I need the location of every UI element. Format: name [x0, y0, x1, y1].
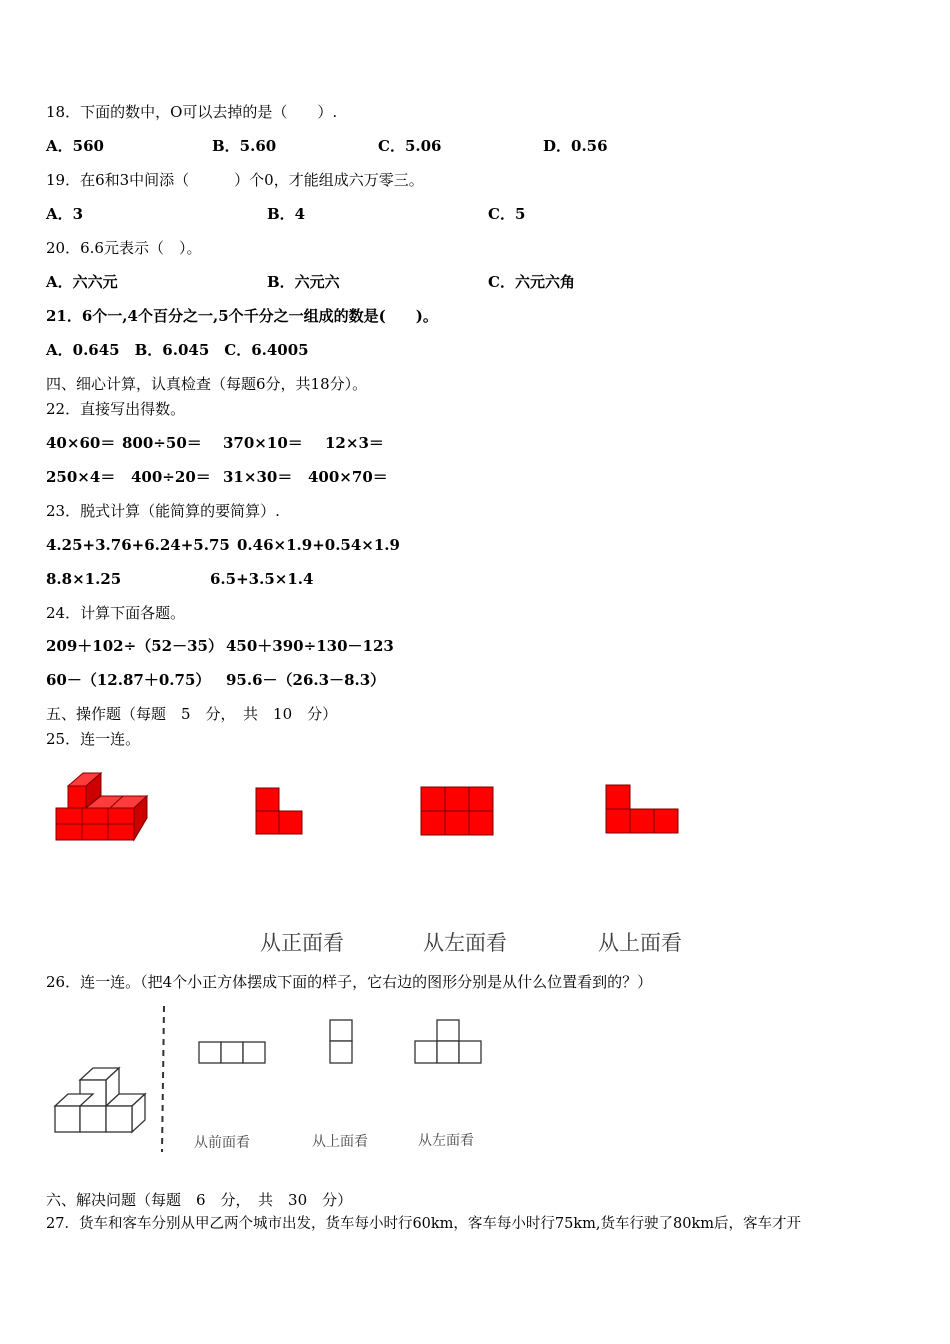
q26-view-t-shape — [412, 1018, 484, 1066]
q25-l-shape-small — [255, 787, 305, 837]
q19-option-a: A．3 — [46, 205, 84, 223]
q22-item: 370×10＝ — [223, 434, 303, 452]
q26-caption-top: 从上面看 — [312, 1134, 368, 1150]
q24-item: 60－（12.87＋0.75） — [46, 671, 211, 689]
q22-item: 400÷20＝ — [131, 468, 211, 486]
section4-title: 四、细心计算，认真检查（每题6分，共18分）。 — [46, 375, 368, 393]
q25-caption-front: 从正面看 — [260, 931, 344, 955]
q25-3d-red-cubes — [50, 768, 150, 846]
q27-stem: 27．货车和客车分别从甲乙两个城市出发，货车每小时行60km，客车每小时行75km,货车行驶了80km后，客车才开 — [46, 1216, 802, 1232]
q26-view-vertical-pair — [328, 1018, 354, 1066]
q18-option-d: D．0.56 — [543, 137, 608, 155]
q23-item: 8.8×1.25 — [46, 570, 122, 588]
q22-item: 40×60＝ — [46, 434, 116, 452]
q25-rectangle-shape — [420, 786, 495, 836]
q18-option-b: B．5.60 — [212, 137, 277, 155]
q26-caption-left: 从左面看 — [418, 1133, 474, 1149]
q18-option-a: A．560 — [46, 137, 104, 155]
q24-stem: 24．计算下面各题。 — [46, 604, 186, 622]
q18-option-c: C．5.06 — [378, 137, 442, 155]
q19-option-b: B．4 — [267, 205, 306, 223]
q18-stem: 18．下面的数中，O可以去掉的是（ ）. — [46, 103, 338, 121]
q26-caption-front: 从前面看 — [194, 1135, 250, 1151]
section6-title: 六、解决问题（每题 6 分， 共 30 分） — [46, 1191, 353, 1209]
q25-l-shape-long — [605, 784, 681, 834]
q23-item: 6.5+3.5×1.4 — [210, 570, 314, 588]
q24-item: 95.6－（26.3－8.3） — [226, 671, 386, 689]
q26-stem: 26．连一连。（把4个小正方体摆成下面的样子，它右边的图形分别是从什么位置看到的？） — [46, 973, 653, 991]
q20-option-c: C．六元六角 — [488, 273, 575, 291]
q19-option-c: C．5 — [488, 205, 526, 223]
q24-item: 450＋390÷130－123 — [226, 637, 394, 655]
q25-caption-top: 从上面看 — [598, 931, 682, 955]
q25-caption-left: 从左面看 — [423, 931, 507, 955]
q20-option-b: B．六元六 — [267, 273, 340, 291]
q22-item: 31×30＝ — [223, 468, 293, 486]
q22-item: 12×3＝ — [325, 434, 384, 452]
q22-item: 400×70＝ — [308, 468, 388, 486]
q24-item: 209＋102÷（52－35） — [46, 637, 223, 655]
q26-view-three-in-row — [197, 1040, 267, 1066]
q21-stem: 21．6个一,4个百分之一,5个千分之一组成的数是( )。 — [46, 307, 438, 325]
q19-stem: 19．在6和3中间添（ ）个0，才能组成六万零三。 — [46, 171, 424, 189]
q21-options: A．0.645 B．6.045 C．6.4005 — [46, 341, 309, 359]
q20-option-a: A．六六元 — [46, 273, 118, 291]
q23-item: 4.25+3.76+6.24+5.75 — [46, 536, 230, 554]
q20-stem: 20．6.6元表示（ ）。 — [46, 239, 202, 257]
q23-item: 0.46×1.9+0.54×1.9 — [237, 536, 400, 554]
q23-stem: 23．脱式计算（能简算的要简算）. — [46, 502, 280, 520]
q26-dashed-divider — [160, 1006, 168, 1152]
q22-item: 250×4＝ — [46, 468, 116, 486]
q25-stem: 25．连一连。 — [46, 730, 141, 748]
section5-title: 五、操作题（每题 5 分， 共 10 分） — [46, 705, 338, 723]
q22-stem: 22．直接写出得数。 — [46, 400, 186, 418]
q22-item: 800÷50＝ — [122, 434, 202, 452]
q26-cube-arrangement — [50, 1062, 152, 1136]
